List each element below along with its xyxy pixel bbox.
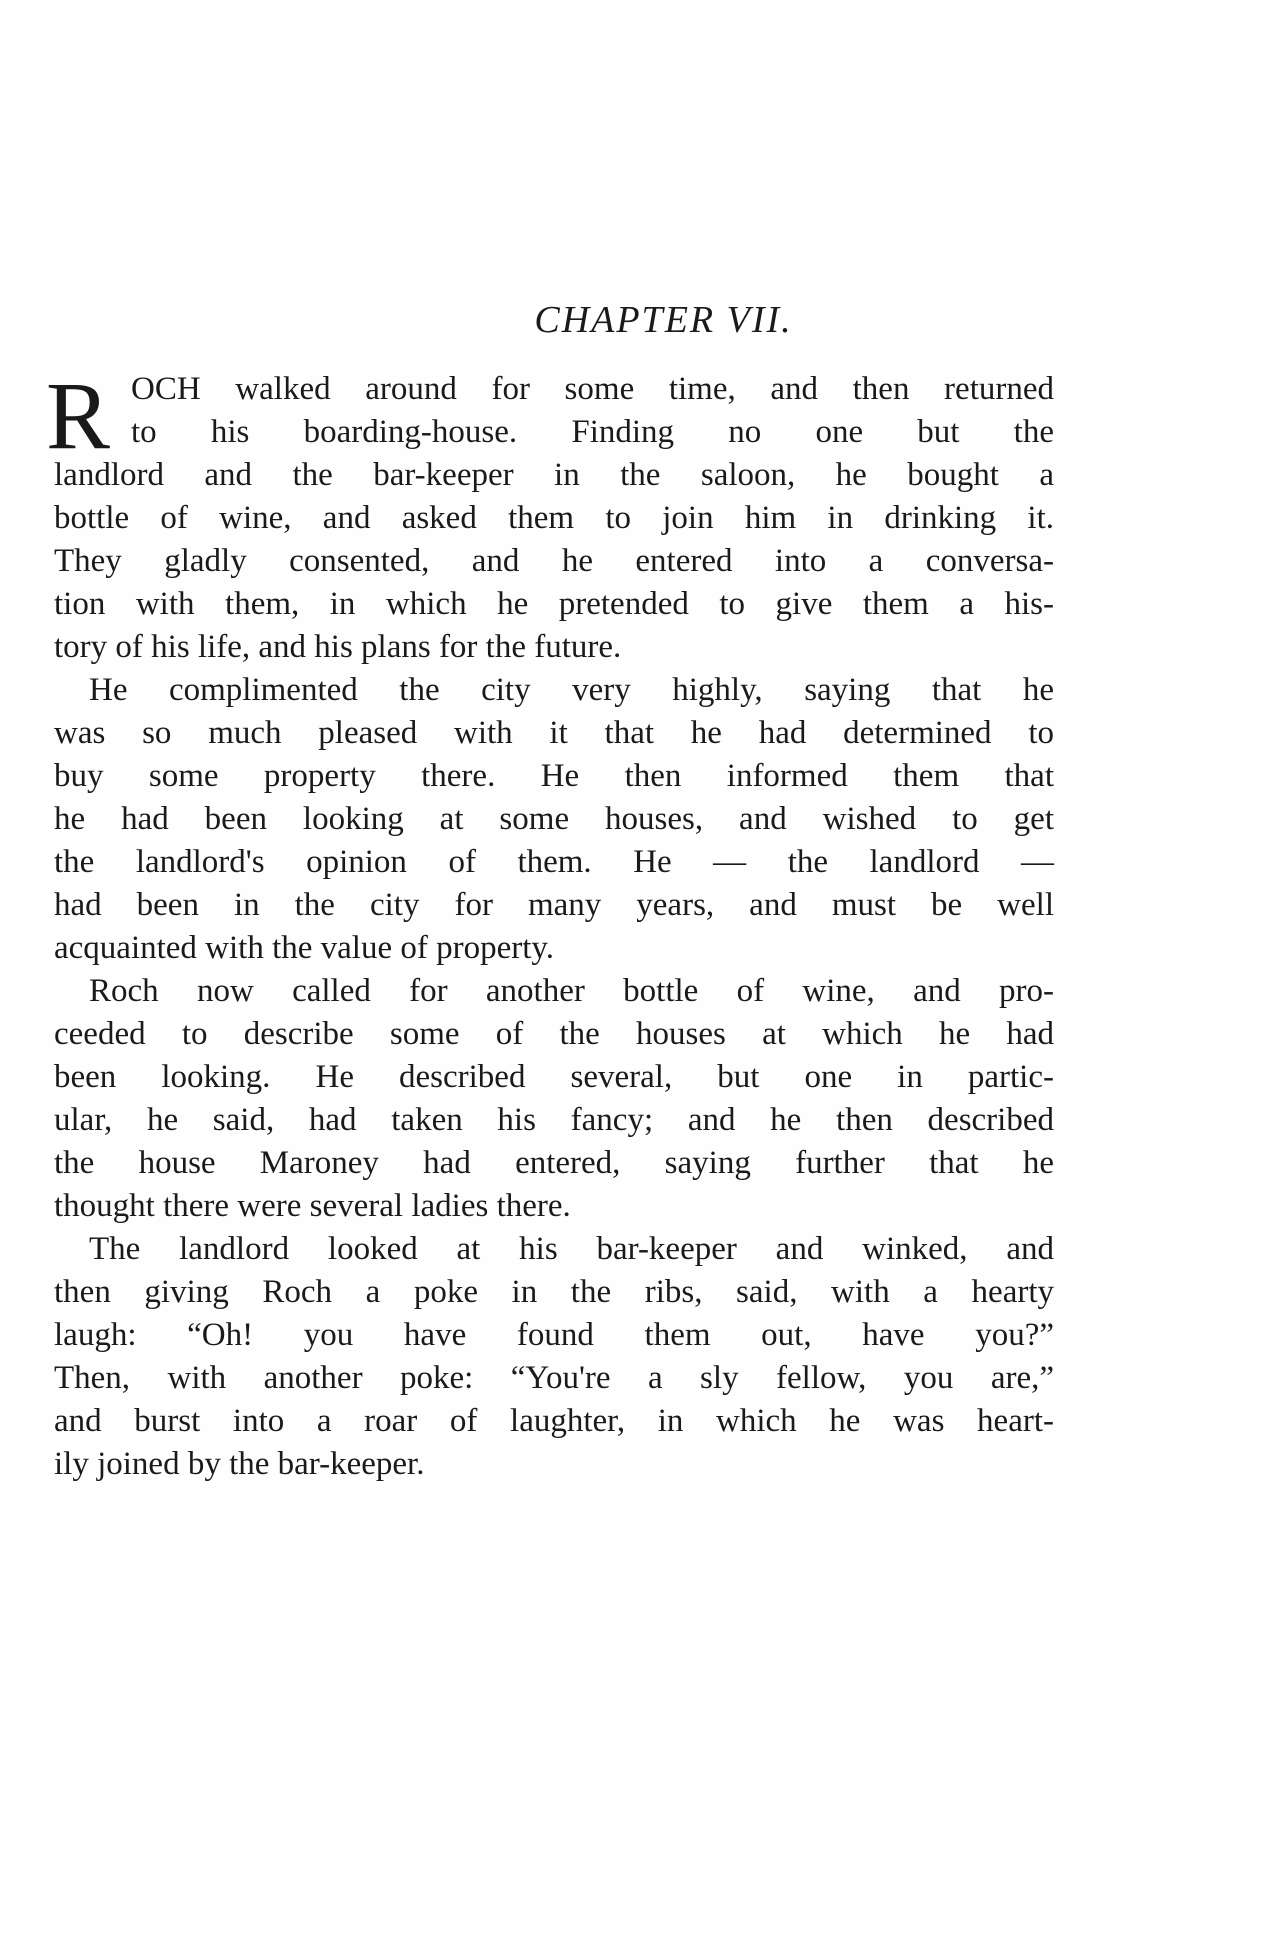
text-line: bottle of wine, and asked them to join him in drinking it.: [54, 500, 1054, 536]
text-line: tion with them, in which he pretended to give them a his-: [54, 586, 1054, 622]
text-line: Then, with another poke: “You're a sly fellow, you are,”: [54, 1360, 1054, 1396]
paragraph-3: [54, 970, 1054, 1228]
text-line: landlord and the bar-keeper in the saloon, he bought a: [54, 457, 1054, 493]
text-line: then giving Roch a poke in the ribs, said, with a hearty: [54, 1274, 1054, 1310]
text-line: laugh: “Oh! you have found them out, have you?”: [54, 1317, 1054, 1353]
text-line: acquainted with the value of property.: [54, 930, 555, 966]
text-line: They gladly consented, and he entered into a conversa-: [54, 543, 1054, 579]
text-line: buy some property there. He then informed them that: [54, 758, 1054, 794]
text-line: ily joined by the bar-keeper.: [54, 1446, 425, 1482]
text-line: the house Maroney had entered, saying further that he: [54, 1145, 1054, 1181]
text-line: The landlord looked at his bar-keeper and winked, and: [89, 1231, 1054, 1267]
text-line: Roch now called for another bottle of wine, and pro-: [89, 973, 1054, 1009]
paragraph-4: [54, 1228, 1054, 1486]
text-line: thought there were several ladies there.: [54, 1188, 571, 1224]
body-text: [46, 362, 1054, 1486]
text-line: been looking. He described several, but one in partic-: [54, 1059, 1054, 1095]
text-line: had been in the city for many years, and must be well: [54, 887, 1054, 923]
chapter-heading: CHAPTER VII.: [534, 299, 793, 341]
text-line: he had been looking at some houses, and wished to get: [54, 801, 1054, 837]
text-line: He complimented the city very highly, saying that he: [89, 672, 1054, 708]
text-line: to his boarding-house. Finding no one but the: [131, 414, 1054, 450]
text-line: ular, he said, had taken his fancy; and he then described: [54, 1102, 1054, 1138]
paragraph-1: [46, 362, 1054, 669]
drop-cap: R: [46, 362, 111, 469]
text-line: OCH walked around for some time, and then returned: [131, 371, 1054, 407]
paragraph-2: [54, 669, 1054, 970]
text-line: was so much pleased with it that he had determined to: [54, 715, 1054, 751]
text-line: tory of his life, and his plans for the future.: [54, 629, 622, 665]
text-line: ceeded to describe some of the houses at which he had: [54, 1016, 1054, 1052]
text-line: and burst into a roar of laughter, in which he was heart-: [54, 1403, 1054, 1439]
text-line: the landlord's opinion of them. He — the landlord —: [54, 844, 1054, 880]
